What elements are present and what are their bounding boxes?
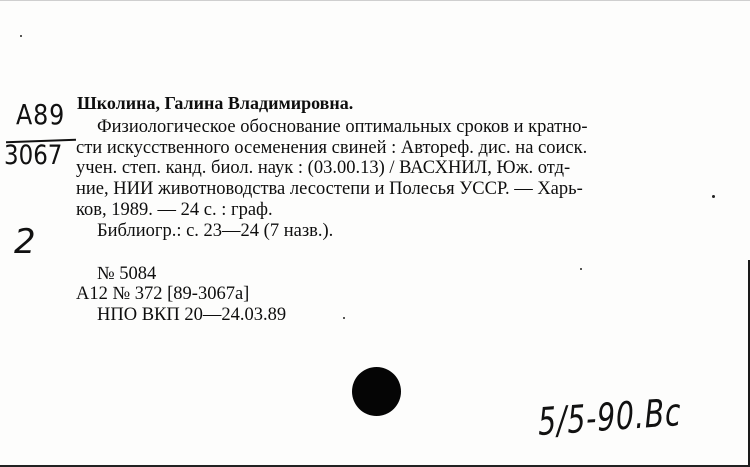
- description-line: Физиологическое обоснование оптимальных сроков и кратно-: [97, 117, 588, 137]
- punch-hole: [352, 367, 401, 416]
- card-number: № 5084: [97, 264, 157, 284]
- description-line: учен. степ. канд. биол. наук : (03.00.13) / ВАСХНИЛ, Юж. отд-: [76, 158, 571, 178]
- description-line: сти искусственного осеменения свиней : Автореф. дис. на соиск.: [76, 138, 588, 158]
- description-line: ков, 1989. — 24 с. : граф.: [76, 200, 273, 220]
- speck: [20, 35, 22, 37]
- printer-imprint: НПО ВКП 20—24.03.89: [97, 305, 287, 325]
- registration-number: А12 № 372 [89-3067а]: [76, 284, 250, 304]
- handwritten-date: 5/5-90.Вс: [537, 390, 683, 444]
- shelf-mark-top: А89: [16, 98, 66, 131]
- shelf-mark-bottom: 3067: [4, 140, 63, 171]
- card-top-edge: [0, 0, 750, 1]
- speck: [343, 317, 345, 319]
- description-line: ние, НИИ животноводства лесостепи и Полесья УССР. — Харь-: [76, 179, 583, 199]
- speck: [712, 195, 715, 198]
- author-heading: Школина, Галина Владимировна.: [77, 93, 354, 113]
- copy-mark: 2: [14, 222, 36, 262]
- bibliography-note: Библиогр.: с. 23—24 (7 назв.).: [97, 221, 334, 241]
- speck: [580, 268, 582, 270]
